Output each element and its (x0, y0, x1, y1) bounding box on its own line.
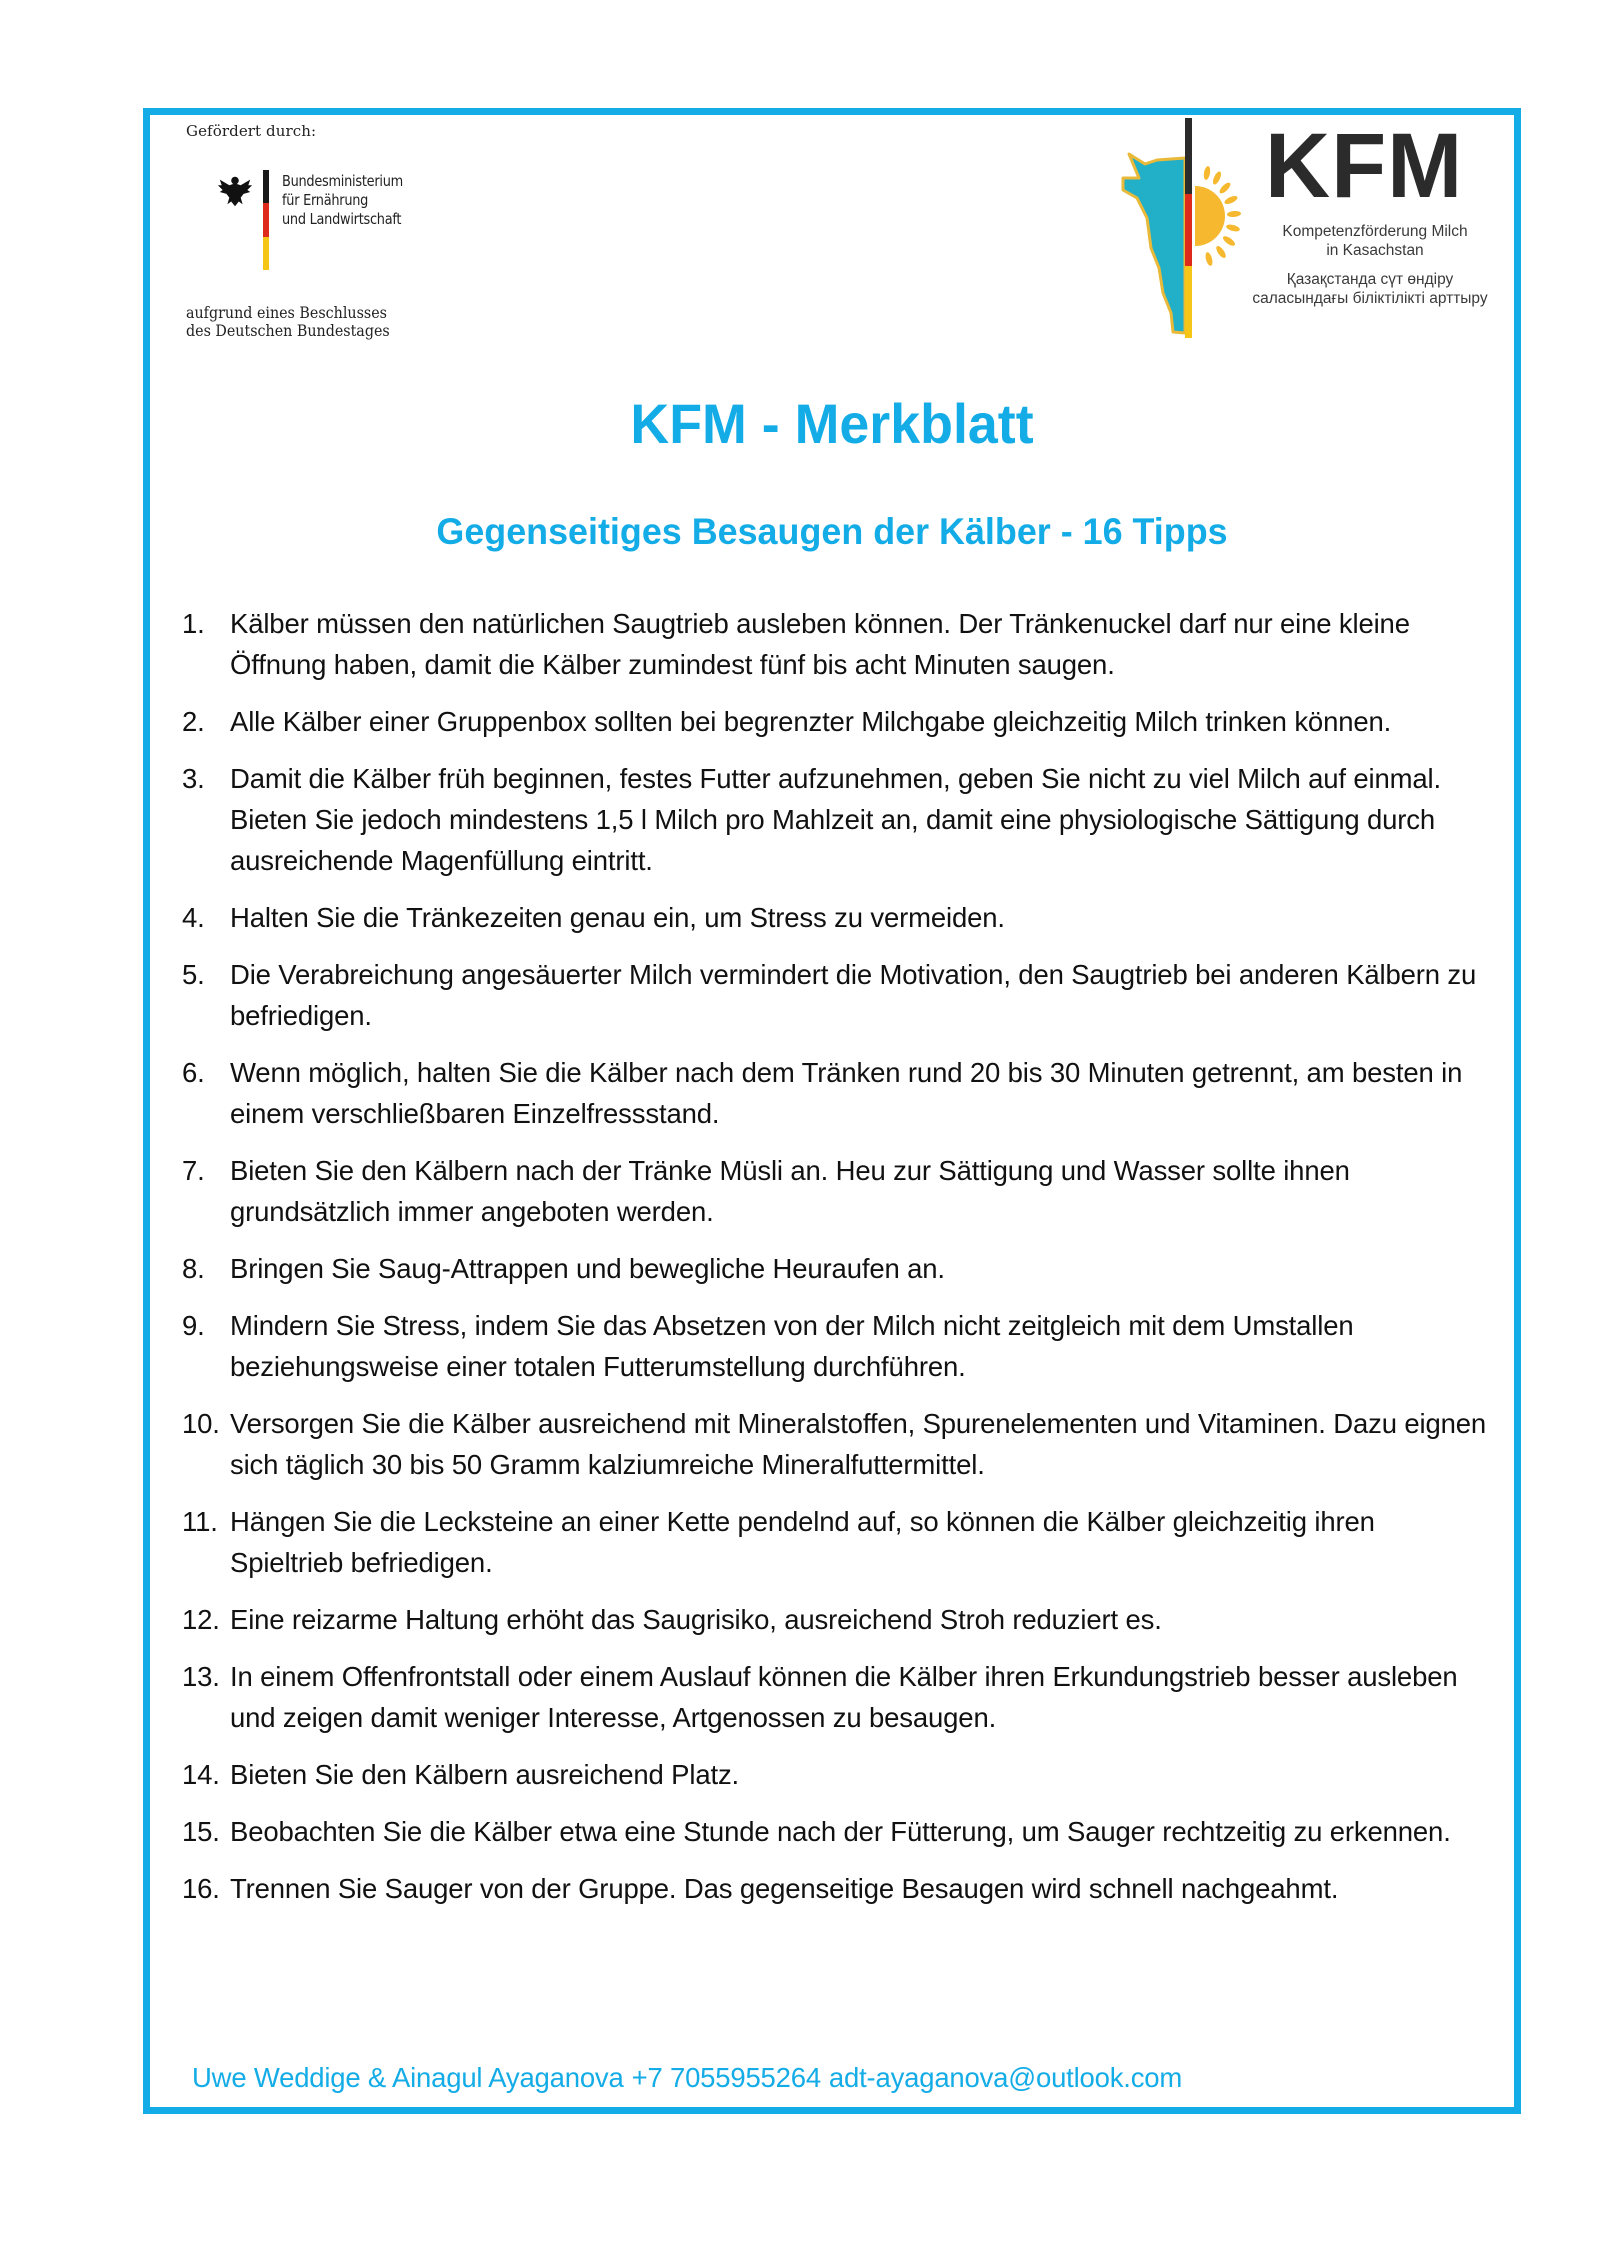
tip-number: 7. (182, 1155, 205, 1186)
tip-text: Versorgen Sie die Kälber ausreichend mit Mineralstoffen, Spurenelementen und Vitaminen. Dazu eignen sich täglich 30 bis 50 Gramm kalziumreiche Mineralfuttermittel. (230, 1408, 1487, 1480)
tip-number: 5. (182, 959, 205, 990)
tip-item (182, 1150, 1492, 1232)
tip-number: 6. (182, 1057, 205, 1088)
tip-text: Halten Sie die Tränkezeiten genau ein, um Stress zu vermeiden. (230, 902, 1005, 933)
tip-item (182, 1811, 1492, 1852)
tip-text: Trennen Sie Sauger von der Gruppe. Das gegenseitige Besaugen wird schnell nachgeahmt. (230, 1873, 1339, 1904)
kfm-kazakh-line: саласындағы біліктілікті арттыру (1252, 290, 1488, 307)
ministry-line: Bundesministerium (282, 172, 403, 190)
tip-text: Mindern Sie Stress, indem Sie das Absetzen von der Milch nicht zeitgleich mit dem Umstallen beziehungsweise einer totalen Futterumstellung durchführen. (230, 1310, 1354, 1382)
footer-email-link[interactable]: adt-ayaganova@outlook.com (828, 2062, 1183, 2093)
tip-text: Bieten Sie den Kälbern ausreichend Platz. (230, 1759, 740, 1790)
page-subtitle: Gegenseitiges Besaugen der Kälber - 16 Tipps (436, 511, 1228, 552)
kfm-logo-letters: KFM (1265, 115, 1464, 217)
tip-number: 16. (182, 1873, 220, 1904)
tip-text: Eine reizarme Haltung erhöht das Saugrisiko, ausreichend Stroh reduziert es. (230, 1604, 1162, 1635)
tip-number: 2. (182, 706, 205, 737)
tip-number: 1. (182, 608, 205, 639)
tip-item (182, 603, 1492, 685)
tip-text: Wenn möglich, halten Sie die Kälber nach dem Tränken rund 20 bis 30 Minuten getrennt, am besten in einem verschließbaren Einzelfressstand. (230, 1057, 1463, 1129)
german-flag-bar (263, 170, 269, 270)
tip-number: 8. (182, 1253, 205, 1284)
federal-eagle-icon (216, 172, 254, 210)
tips-list (182, 603, 1492, 1925)
contact-footer (192, 2062, 1190, 2094)
footer-phone[interactable]: +7 7055955264 (631, 2062, 821, 2093)
tip-item (182, 1305, 1492, 1387)
tip-item (182, 1868, 1492, 1909)
tip-text: Damit die Kälber früh beginnen, festes Futter aufzunehmen, geben Sie nicht zu viel Milch auf einmal. Bieten Sie jedoch mindestens 1,5 l Milch pro Mahlzeit an, damit eine physiologische Sättigung durch ausreichende Magenfüllung eintritt. (230, 763, 1441, 876)
funding-label: Gefördert durch: (186, 122, 317, 140)
tip-text: Alle Kälber einer Gruppenbox sollten bei begrenzter Milchgabe gleichzeitig Milch trinken können. (230, 706, 1392, 737)
tip-text: Kälber müssen den natürlichen Saugtrieb ausleben können. Der Tränkenuckel darf nur eine kleine Öffnung haben, damit die Kälber zumindest fünf bis acht Minuten saugen. (230, 608, 1410, 680)
funding-block (186, 122, 506, 352)
tip-item (182, 1501, 1492, 1583)
kfm-kazakh-line: Қазақстанда сүт өндіру (1286, 271, 1454, 288)
tip-text: Hängen Sie die Lecksteine an einer Kette pendelnd auf, so können die Kälber gleichzeitig ihren Spieltrieb befriedigen. (230, 1506, 1375, 1578)
tip-text: Beobachten Sie die Kälber etwa eine Stunde nach der Fütterung, um Sauger rechtzeitig zu erkennen. (230, 1816, 1451, 1847)
kfm-logo (1115, 115, 1515, 348)
tip-item (182, 1754, 1492, 1795)
ministry-name (282, 172, 403, 229)
tip-item (182, 1599, 1492, 1640)
tip-number: 4. (182, 902, 205, 933)
resolution-line: des Deutschen Bundestages (186, 322, 390, 340)
tip-number: 13. (182, 1661, 220, 1692)
tip-item (182, 1656, 1492, 1738)
tip-item (182, 701, 1492, 742)
tip-number: 14. (182, 1759, 220, 1790)
tip-number: 12. (182, 1604, 220, 1635)
kfm-subtitle-line: in Kasachstan (1326, 242, 1424, 259)
tip-number: 3. (182, 763, 205, 794)
tip-text: Bringen Sie Saug-Attrappen und bewegliche Heuraufen an. (230, 1253, 945, 1284)
resolution-line: aufgrund eines Beschlusses (186, 304, 387, 322)
tip-item (182, 1052, 1492, 1134)
kfm-logo-kazakh (1225, 270, 1515, 308)
tip-text: Die Verabreichung angesäuerter Milch vermindert die Motivation, den Saugtrieb bei anderen Kälbern zu befriedigen. (230, 959, 1477, 1031)
tip-text: Bieten Sie den Kälbern nach der Tränke Müsli an. Heu zur Sättigung und Wasser sollte ihnen grundsätzlich immer angeboten werden. (230, 1155, 1350, 1227)
tip-number: 9. (182, 1310, 205, 1341)
tip-item (182, 1248, 1492, 1289)
tip-number: 11. (182, 1506, 218, 1537)
tip-number: 10. (182, 1408, 220, 1439)
ministry-line: und Landwirtschaft (282, 210, 402, 228)
tip-number: 15. (182, 1816, 220, 1847)
kfm-subtitle-line: Kompetenzförderung Milch (1282, 223, 1468, 240)
tip-item (182, 897, 1492, 938)
cow-head-sun-logo-icon (1115, 118, 1245, 348)
page-title: KFM - Merkblatt (630, 392, 1034, 455)
footer-authors: Uwe Weddige & Ainagul Ayaganova (192, 2062, 624, 2093)
tip-item (182, 1403, 1492, 1485)
bundestag-resolution (186, 304, 390, 340)
kfm-logo-subtitle (1255, 222, 1495, 260)
tip-item (182, 954, 1492, 1036)
tip-text: In einem Offenfrontstall oder einem Auslauf können die Kälber ihren Erkundungstrieb besser ausleben und zeigen damit weniger Interesse, Artgenossen zu besaugen. (230, 1661, 1458, 1733)
ministry-line: für Ernährung (282, 191, 369, 209)
tip-item (182, 758, 1492, 881)
